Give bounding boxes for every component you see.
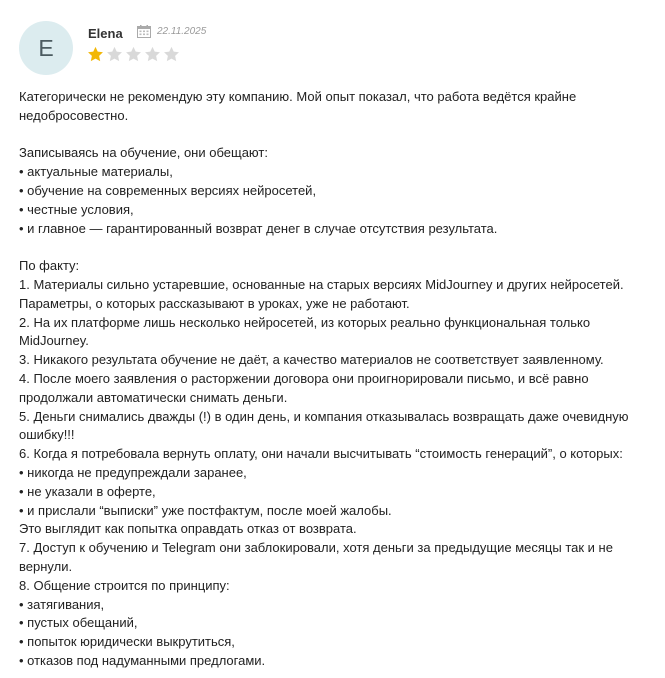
review-line: • пустых обещаний, [19, 615, 138, 631]
review-line: • честные условия, [19, 201, 134, 217]
blank-line [19, 238, 649, 257]
star-rating [87, 46, 180, 62]
date-text: 22.11.2025 [157, 26, 207, 37]
review-line: недобросовестно. [19, 107, 129, 123]
star-empty-icon [144, 46, 161, 62]
blank-line [19, 126, 649, 145]
review-line: • актуальные материалы, [19, 164, 173, 180]
review-date [137, 25, 206, 38]
review-line: продолжали автоматически снимать деньги. [19, 389, 288, 405]
review-line: • обучение на современных версиях нейросетей, [19, 182, 317, 198]
review-line: • не указали в оферте, [19, 483, 156, 499]
review-line: • и главное — гарантированный возврат денег в случае отсутствия результата. [19, 220, 498, 236]
review-text [19, 88, 649, 671]
review-line: 5. Деньги снимались дважды (!) в один день, и компания отказывалась возвращать даже очевидную [19, 408, 629, 424]
review-line: Параметры, о которых рассказывают в уроках, уже не работают. [19, 295, 410, 311]
star-empty-icon [106, 46, 123, 62]
star-empty-icon [163, 46, 180, 62]
review-line: 7. Доступ к обучению и Telegram они заблокировали, хотя деньги за предыдущие месяцы так и не [19, 540, 613, 556]
review-line: По факту: [19, 258, 80, 274]
review-line: вернули. [19, 558, 73, 574]
review-line: • затягивания, [19, 596, 105, 612]
star-empty-icon [125, 46, 142, 62]
star-filled-icon [87, 46, 104, 62]
review-line: Категорически не рекомендую эту компанию. Мой опыт показал, что работа ведётся крайне [19, 89, 577, 104]
review-line: 1. Материалы сильно устаревшие, основанные на старых версиях MidJourney и других нейросетей. [19, 276, 624, 292]
avatar [19, 21, 73, 75]
review-line: • отказов под надуманными предлогами. [19, 652, 266, 668]
review-line: 8. Общение строится по принципу: [19, 577, 230, 593]
review-line: ошибку!!! [19, 427, 75, 443]
review-line: 4. После моего заявления о расторжении договора они проигнорировали письмо, и всё равно [19, 370, 589, 386]
review-line: Это выглядит как попытка оправдать отказ от возврата. [19, 521, 357, 537]
review-line: Записываясь на обучение, они обещают: [19, 145, 268, 161]
review-line: 6. Когда я потребовала вернуть оплату, они начали высчитывать “стоимость генераций”, о которых: [19, 446, 623, 462]
review-line: 2. На их платформе лишь несколько нейросетей, из которых реально функциональная только [19, 314, 591, 330]
review-line: 3. Никакого результата обучение не даёт, а качество материалов не соответствует заявленному. [19, 352, 604, 368]
review-line: • никогда не предупреждали заранее, [19, 464, 247, 480]
review-line: • попыток юридически выкрутиться, [19, 634, 235, 650]
avatar-letter: E [38, 34, 54, 61]
author-name: Elena [88, 26, 123, 41]
review-line: • и прислали “выписки” уже постфактум, после моей жалобы. [19, 502, 392, 518]
calendar-icon [137, 25, 151, 38]
review-line: MidJourney. [19, 333, 89, 349]
